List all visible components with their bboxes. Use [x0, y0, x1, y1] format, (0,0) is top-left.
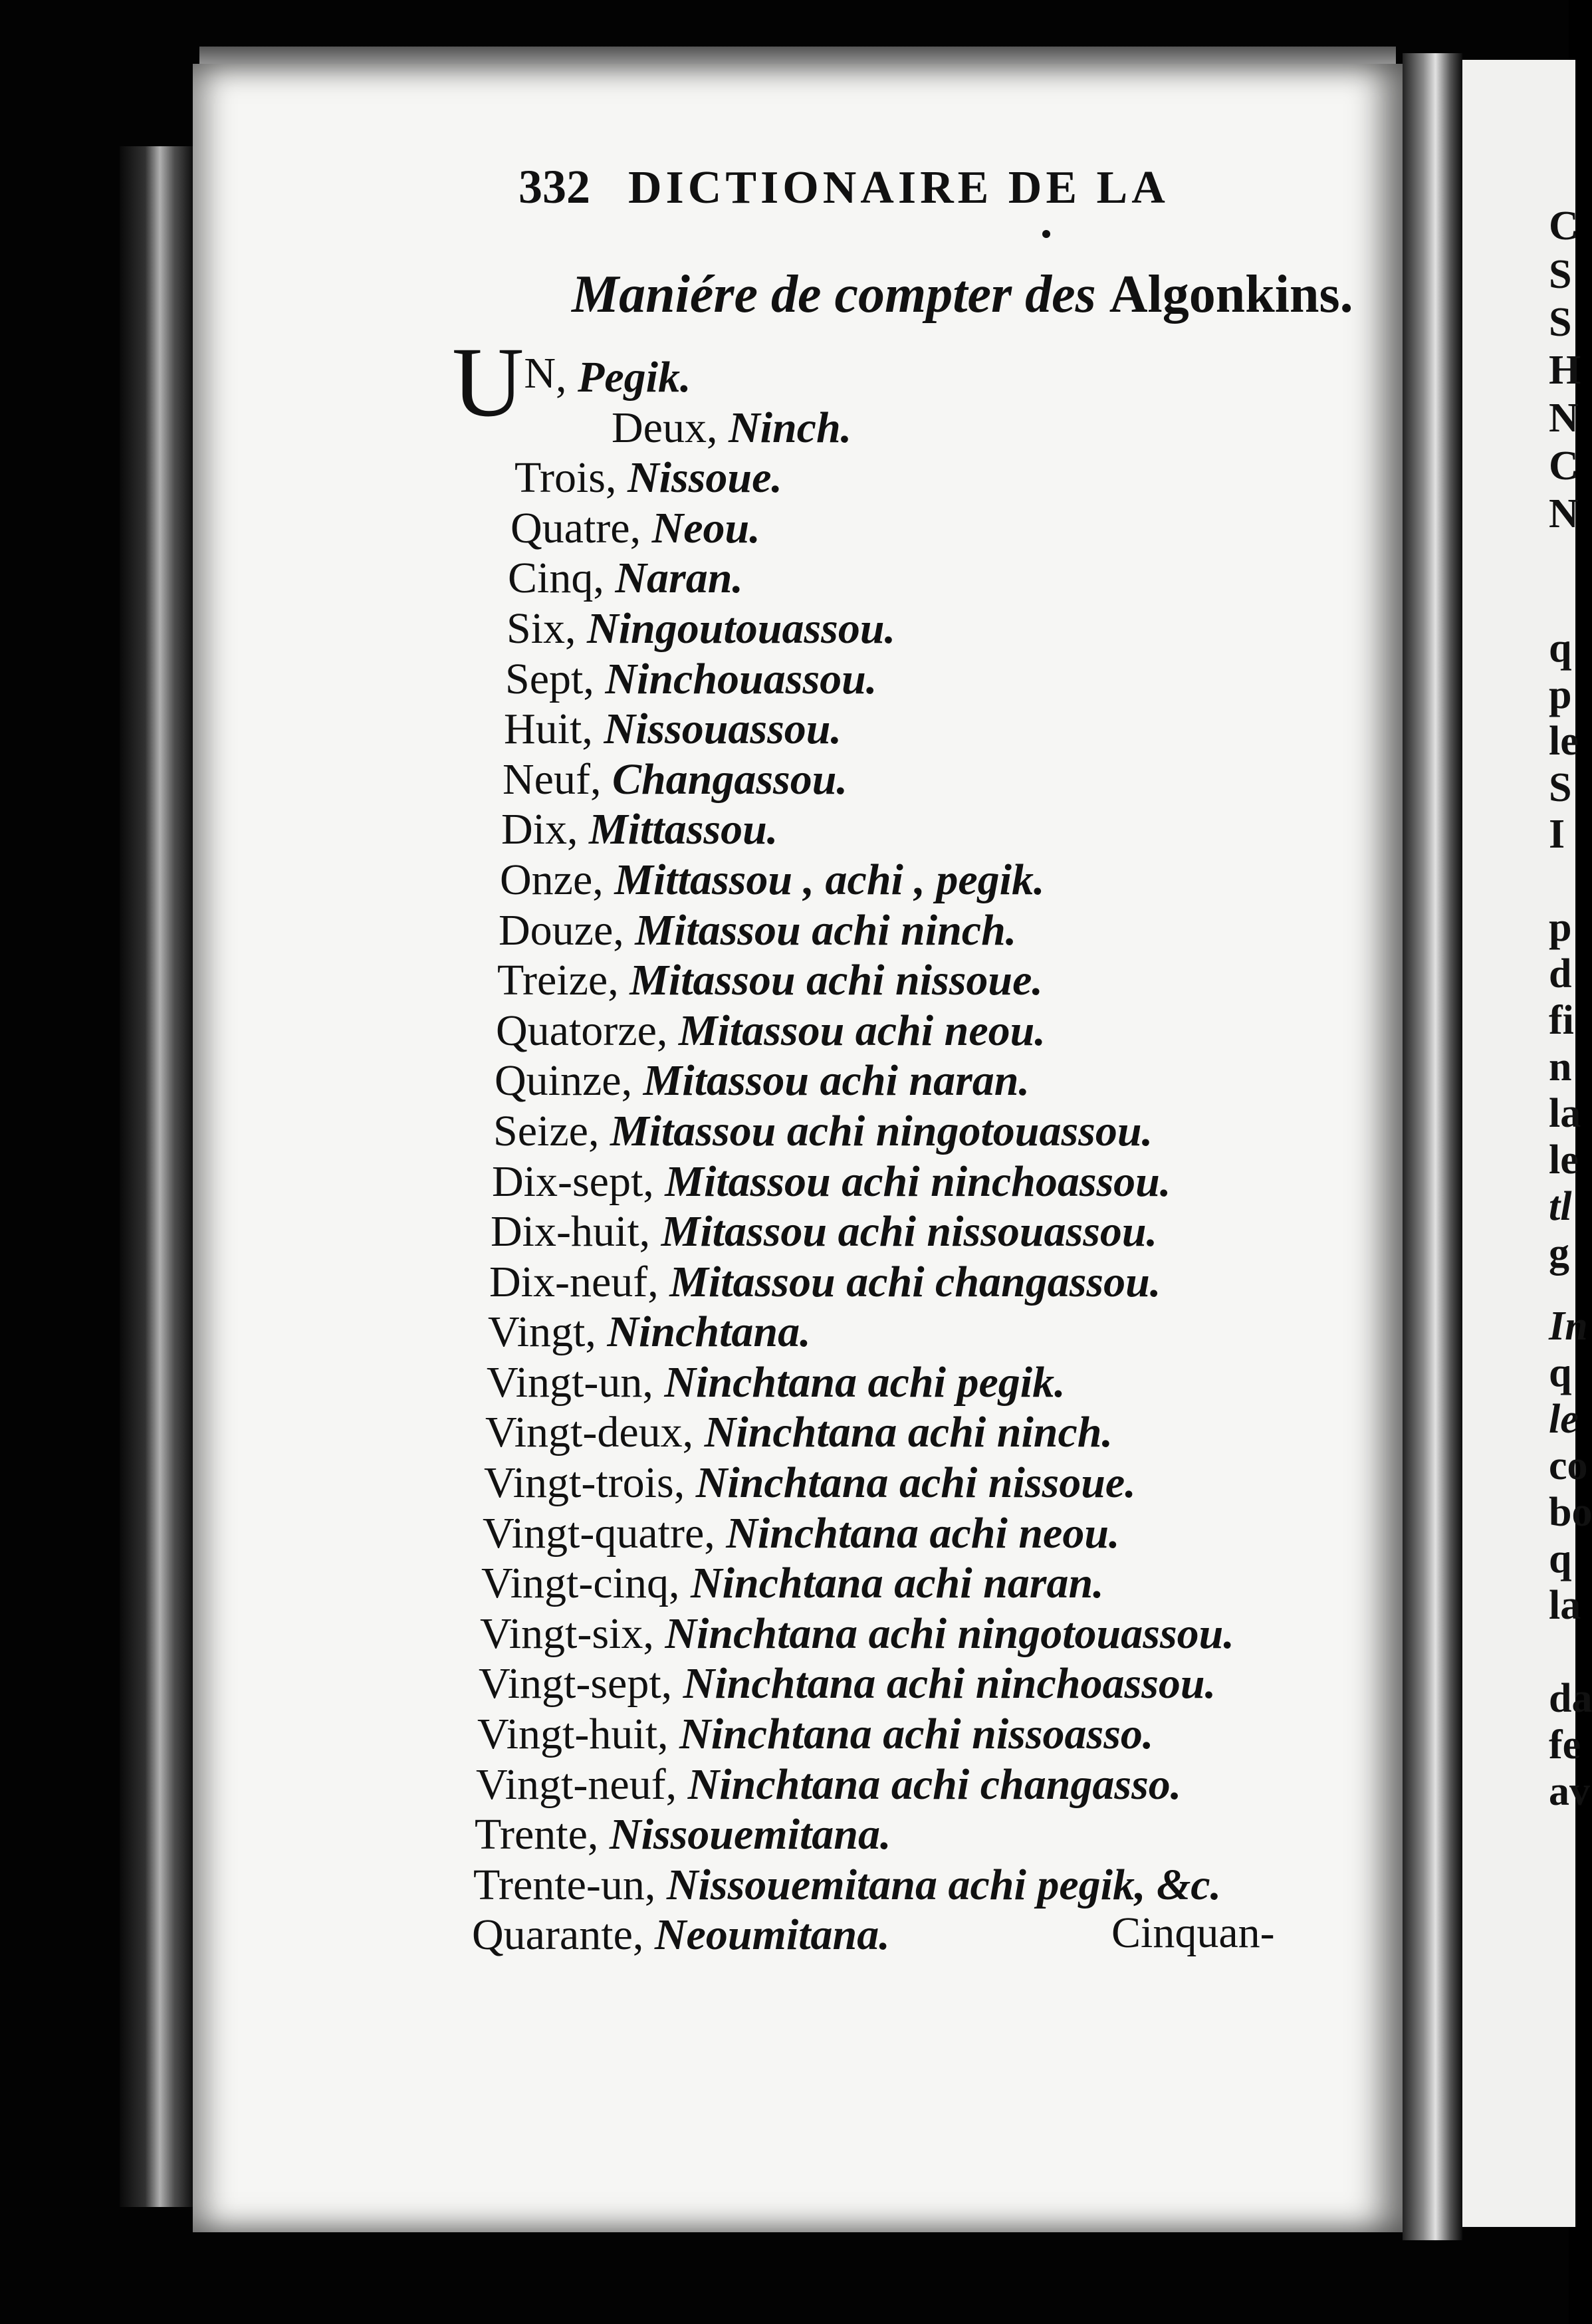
page-left-edge — [120, 146, 193, 2207]
section-title-italic: Maniére de compter des — [572, 265, 1096, 324]
numeral-entry: UN, Pegik. — [452, 327, 691, 437]
french-numeral: Deux — [612, 403, 707, 452]
algonkin-numeral: Ninchtana achi pegik. — [664, 1357, 1066, 1407]
algonkin-numeral: Mitassou achi ningotouassou. — [610, 1106, 1153, 1155]
french-numeral: Quarante — [472, 1911, 633, 1960]
facing-page-fragment: In — [1549, 1304, 1588, 1349]
algonkin-numeral: Ninchtana achi changasso. — [687, 1760, 1182, 1809]
ornament-dot — [1042, 230, 1050, 238]
numeral-entry: Dix-huit, Mitassou achi nissouassou. — [491, 1207, 1158, 1256]
numeral-entry: Cinq, Naran. — [508, 554, 743, 603]
numeral-entry: Vingt-cinq, Ninchtana achi naran. — [481, 1559, 1104, 1608]
french-numeral: Neuf — [503, 755, 590, 804]
algonkin-numeral: Neou. — [651, 503, 760, 552]
facing-page-fragment: C — [1549, 203, 1579, 249]
facing-page-fragment: le — [1549, 1137, 1579, 1183]
algonkin-numeral: Nissouemitana. — [609, 1810, 891, 1859]
numeral-entry: Vingt-deux, Ninchtana achi ninch. — [485, 1408, 1113, 1457]
numeral-entry: Dix, Mittassou. — [501, 805, 778, 854]
numeral-entry: Douze, Mitassou achi ninch. — [499, 905, 1017, 955]
french-numeral: Trois — [514, 453, 606, 503]
facing-page-fragment: co — [1549, 1443, 1588, 1488]
algonkin-numeral: Mittassou , achi , pegik. — [614, 855, 1045, 904]
algonkin-numeral: Mitassou achi nissoue. — [629, 956, 1043, 1005]
facing-page-fragment: la — [1549, 1091, 1581, 1136]
french-numeral: Vingt-huit — [477, 1710, 658, 1759]
algonkin-numeral: Ninchtana achi naran. — [690, 1559, 1104, 1608]
section-title-roman: Algonkins. — [1109, 265, 1353, 324]
facing-page-fragment: N — [1549, 396, 1579, 441]
numeral-entry: Quatre, Neou. — [511, 503, 760, 552]
facing-page-fragment: fi — [1549, 998, 1574, 1043]
book-gutter — [1403, 53, 1462, 2240]
french-numeral: Trente-un — [473, 1860, 645, 1909]
french-numeral: Treize — [497, 956, 608, 1005]
french-numeral: UN — [452, 327, 556, 437]
numeral-entry: Vingt-neuf, Ninchtana achi changasso. — [476, 1760, 1182, 1809]
numeral-entry: Trente, Nissouemitana. — [475, 1810, 891, 1859]
numeral-entry: Deux, Ninch. — [612, 403, 852, 452]
french-numeral: Vingt-sept — [479, 1659, 661, 1708]
facing-page-fragment: S — [1549, 300, 1572, 345]
french-numeral: Onze — [500, 855, 593, 904]
numeral-list — [452, 327, 1343, 1960]
numeral-entry: Treize, Mitassou achi nissoue. — [497, 956, 1043, 1005]
french-numeral: Vingt-deux — [485, 1408, 683, 1457]
algonkin-numeral: Ninchtana achi ninchoassou. — [683, 1659, 1216, 1708]
facing-page-fragment: d — [1549, 951, 1572, 996]
french-numeral: Quatre — [511, 503, 630, 552]
facing-page-fragment: av — [1549, 1769, 1590, 1814]
page-number: 332 — [518, 160, 590, 213]
facing-page-fragment: p — [1549, 672, 1572, 717]
french-numeral: Vingt-six — [480, 1609, 643, 1658]
algonkin-numeral: Ninchouassou. — [605, 654, 877, 703]
running-title: DICTIONAIRE DE LA — [628, 162, 1169, 213]
algonkin-numeral: Mitassou achi nissouassou. — [661, 1207, 1158, 1256]
facing-page-fragment: g — [1549, 1230, 1569, 1276]
numeral-entry: Seize, Mitassou achi ningotouassou. — [493, 1106, 1153, 1155]
french-numeral: Vingt-neuf — [476, 1760, 666, 1809]
numeral-entry: Vingt-quatre, Ninchtana achi neou. — [483, 1508, 1120, 1558]
algonkin-numeral: Ningoutouassou. — [587, 604, 896, 653]
french-numeral: Vingt-trois — [484, 1458, 674, 1508]
facing-page-fragment: I — [1549, 812, 1565, 857]
french-numeral: Vingt — [488, 1308, 586, 1357]
algonkin-numeral: Mitassou achi ninchoassou. — [665, 1157, 1171, 1206]
facing-page-fragment: S — [1549, 765, 1572, 810]
french-numeral: Dix-huit — [491, 1207, 639, 1256]
algonkin-numeral: Changassou. — [612, 755, 848, 804]
facing-page-fragment: bo — [1549, 1490, 1592, 1535]
numeral-entry: Quinze, Mitassou achi naran. — [495, 1056, 1030, 1105]
numeral-entry: Quatorze, Mitassou achi neou. — [496, 1006, 1046, 1055]
french-numeral: Douze — [499, 905, 614, 955]
facing-page-fragment: q — [1549, 1350, 1572, 1395]
numeral-entry: Vingt-huit, Ninchtana achi nissoasso. — [477, 1710, 1154, 1759]
numeral-entry: Quarante, Neoumitana. — [472, 1911, 890, 1960]
facing-page-fragment: q — [1549, 1536, 1572, 1581]
facing-page-fragment: N — [1549, 491, 1579, 536]
facing-page-fragment: la — [1549, 1583, 1581, 1628]
algonkin-numeral: Mitassou achi neou. — [678, 1006, 1046, 1055]
algonkin-numeral: Naran. — [615, 554, 743, 603]
facing-page-fragment: le — [1549, 1397, 1579, 1442]
numeral-entry: Onze, Mittassou , achi , pegik. — [500, 855, 1045, 904]
numeral-entry: Six, Ningoutouassou. — [507, 604, 896, 653]
algonkin-numeral: Pegik. — [578, 353, 691, 402]
numeral-entry: Vingt, Ninchtana. — [488, 1308, 811, 1357]
numeral-entry: Huit, Nissouassou. — [504, 705, 842, 754]
french-numeral: Quinze — [495, 1056, 622, 1105]
algonkin-numeral: Mittassou. — [589, 805, 778, 854]
french-numeral: Trente — [475, 1810, 588, 1859]
numeral-entry: Sept, Ninchouassou. — [505, 654, 877, 703]
algonkin-numeral: Ninch. — [728, 403, 852, 452]
algonkin-numeral: Ninchtana achi nissoasso. — [679, 1710, 1154, 1759]
catchword: Cinquan- — [1111, 1909, 1275, 1957]
french-numeral: Dix — [501, 805, 567, 854]
french-numeral: Huit — [504, 705, 582, 754]
algonkin-numeral: Ninchtana achi ningotouassou. — [665, 1609, 1234, 1658]
french-numeral: Dix-sept — [492, 1157, 643, 1206]
french-numeral: Vingt-quatre — [483, 1508, 705, 1558]
facing-page-fragment: n — [1549, 1044, 1572, 1090]
algonkin-numeral: Mitassou achi changassou. — [669, 1257, 1161, 1306]
algonkin-numeral: Mitassou achi ninch. — [635, 905, 1017, 955]
french-numeral: Six — [507, 604, 566, 653]
numeral-entry: Trois, Nissoue. — [514, 453, 782, 503]
algonkin-numeral: Neoumitana. — [654, 1911, 890, 1960]
facing-page-fragment: H — [1549, 348, 1581, 393]
facing-page-fragment: le — [1549, 719, 1579, 764]
french-numeral: Sept — [505, 654, 584, 703]
french-numeral: Seize — [493, 1106, 588, 1155]
numeral-entry: Dix-sept, Mitassou achi ninchoassou. — [492, 1157, 1171, 1206]
drop-cap: U — [452, 327, 524, 437]
algonkin-numeral: Ninchtana achi neou. — [726, 1508, 1120, 1558]
numeral-entry: Dix-neuf, Mitassou achi changassou. — [489, 1257, 1161, 1306]
facing-page-fragment: q — [1549, 626, 1572, 671]
french-numeral: Dix-neuf — [489, 1257, 648, 1306]
french-numeral: Cinq — [508, 554, 594, 603]
facing-page-fragment: tl — [1549, 1184, 1572, 1229]
facing-page-fragment: fe — [1549, 1722, 1581, 1768]
french-numeral: Quatorze — [496, 1006, 657, 1055]
algonkin-numeral: Ninchtana achi nissoue. — [695, 1458, 1136, 1508]
algonkin-numeral: Nissouemitana achi pegik, &c. — [666, 1860, 1222, 1909]
algonkin-numeral: Nissoue. — [627, 453, 782, 503]
algonkin-numeral: Mitassou achi naran. — [643, 1056, 1030, 1105]
numeral-entry: Vingt-un, Ninchtana achi pegik. — [487, 1357, 1066, 1407]
algonkin-numeral: Ninchtana achi ninch. — [704, 1408, 1113, 1457]
facing-page-fragment: C — [1549, 443, 1579, 489]
numeral-entry: Vingt-sept, Ninchtana achi ninchoassou. — [479, 1659, 1216, 1708]
numeral-entry: Vingt-trois, Ninchtana achi nissoue. — [484, 1458, 1136, 1508]
facing-page-fragment: S — [1549, 252, 1572, 297]
facing-page-fragment: p — [1549, 905, 1572, 950]
algonkin-numeral: Ninchtana. — [607, 1308, 811, 1357]
french-numeral: Vingt-un — [487, 1357, 643, 1407]
section-title — [572, 265, 1353, 325]
facing-page-fragment: da — [1549, 1676, 1592, 1721]
numeral-entry: Trente-un, Nissouemitana achi pegik, &c. — [473, 1860, 1222, 1909]
numeral-entry: Vingt-six, Ninchtana achi ningotouassou. — [480, 1609, 1234, 1658]
algonkin-numeral: Nissouassou. — [604, 705, 842, 754]
running-header — [518, 160, 1169, 215]
numeral-entry: Neuf, Changassou. — [503, 755, 848, 804]
french-numeral: Vingt-cinq — [481, 1559, 669, 1608]
